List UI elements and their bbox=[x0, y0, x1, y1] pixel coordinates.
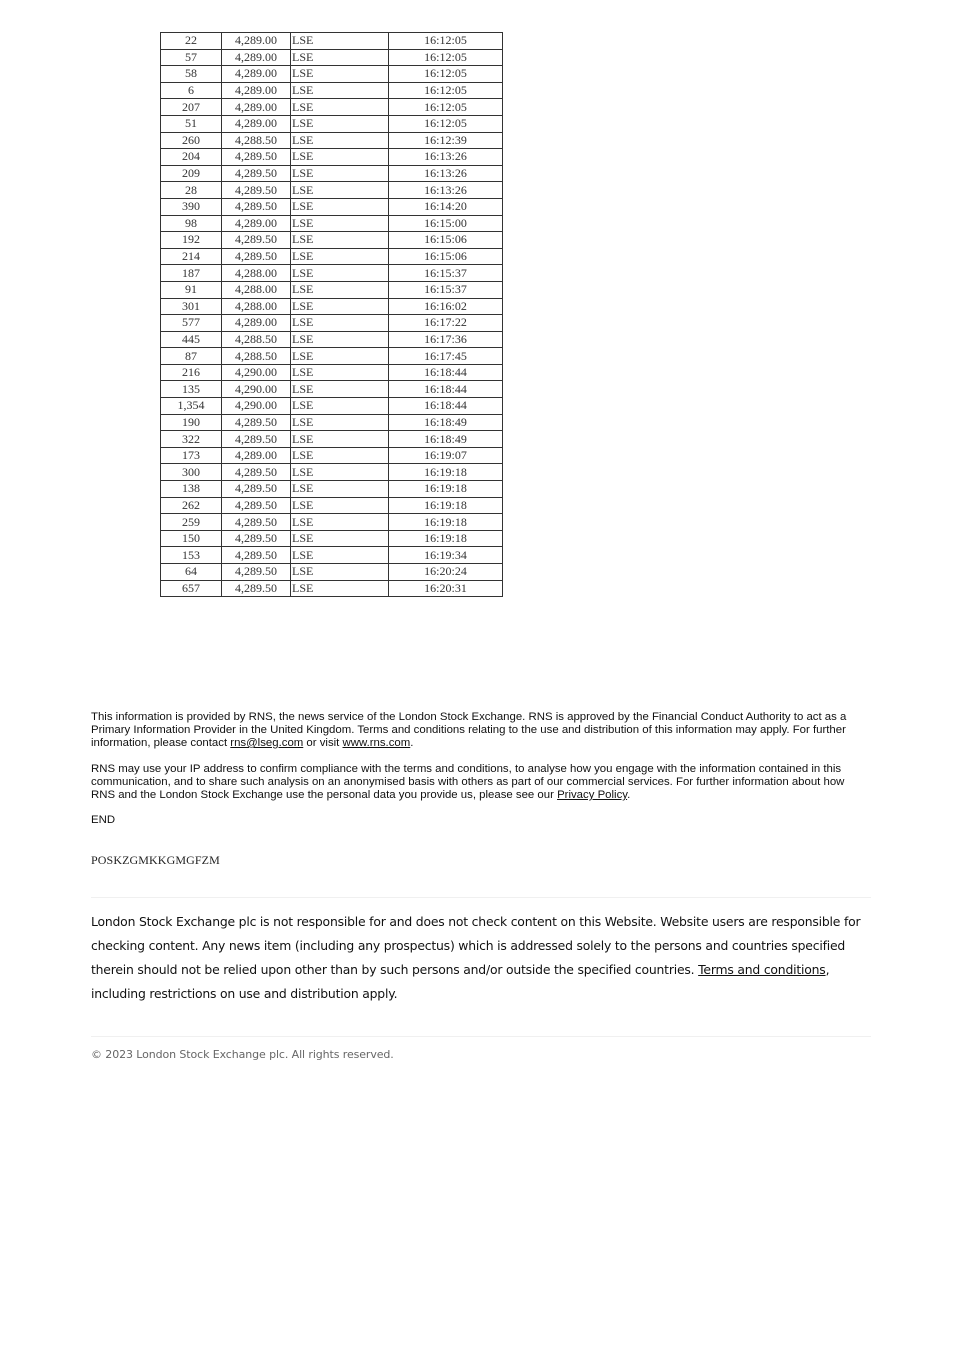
trade-volume-cell: 577 bbox=[161, 315, 222, 332]
trade-price-cell: 4,289.50 bbox=[222, 497, 291, 514]
trade-time-cell: 16:12:05 bbox=[389, 66, 503, 83]
lse-disclaimer-text: London Stock Exchange plc is not responsible for and does not check content on this Website. Website users are responsible for checking content. Any news item (including any prospectus) which is addressed solely to the persons and countries specified therein should not be relied upon other than by such persons and/or outside the specified countries. bbox=[91, 914, 861, 977]
trade-volume-cell: 6 bbox=[161, 82, 222, 99]
table-row bbox=[161, 564, 503, 581]
trade-venue-cell: LSE bbox=[291, 215, 389, 232]
trade-venue-cell: LSE bbox=[291, 381, 389, 398]
trade-volume-cell: 64 bbox=[161, 564, 222, 581]
trade-price-cell: 4,289.50 bbox=[222, 481, 291, 498]
trade-price-cell: 4,289.50 bbox=[222, 530, 291, 547]
table-row bbox=[161, 49, 503, 66]
table-row bbox=[161, 215, 503, 232]
trade-price-cell: 4,289.00 bbox=[222, 66, 291, 83]
trade-time-cell: 16:12:05 bbox=[389, 49, 503, 66]
table-row bbox=[161, 165, 503, 182]
trade-price-cell: 4,289.50 bbox=[222, 431, 291, 448]
rns-website-link[interactable]: www.rns.com bbox=[342, 737, 411, 749]
trade-time-cell: 16:12:05 bbox=[389, 115, 503, 132]
trade-time-cell: 16:12:05 bbox=[389, 33, 503, 50]
trade-time-cell: 16:18:44 bbox=[389, 364, 503, 381]
trade-time-cell: 16:15:06 bbox=[389, 232, 503, 249]
trade-price-cell: 4,288.00 bbox=[222, 265, 291, 282]
table-row bbox=[161, 580, 503, 597]
trade-time-cell: 16:19:18 bbox=[389, 497, 503, 514]
trade-volume-cell: 98 bbox=[161, 215, 222, 232]
trade-time-cell: 16:18:44 bbox=[389, 381, 503, 398]
trade-time-cell: 16:13:26 bbox=[389, 182, 503, 199]
trade-volume-cell: 190 bbox=[161, 414, 222, 431]
trade-time-cell: 16:18:44 bbox=[389, 398, 503, 415]
trade-venue-cell: LSE bbox=[291, 298, 389, 315]
trade-time-cell: 16:14:20 bbox=[389, 198, 503, 215]
trade-volume-cell: 135 bbox=[161, 381, 222, 398]
trade-price-cell: 4,289.50 bbox=[222, 514, 291, 531]
trade-price-cell: 4,289.50 bbox=[222, 149, 291, 166]
trade-volume-cell: 28 bbox=[161, 182, 222, 199]
trade-volume-cell: 204 bbox=[161, 149, 222, 166]
trade-venue-cell: LSE bbox=[291, 149, 389, 166]
table-row bbox=[161, 530, 503, 547]
trade-time-cell: 16:19:18 bbox=[389, 530, 503, 547]
trade-venue-cell: LSE bbox=[291, 530, 389, 547]
trade-volume-cell: 187 bbox=[161, 265, 222, 282]
terms-and-conditions-link[interactable]: Terms and conditions bbox=[698, 962, 826, 977]
trade-venue-cell: LSE bbox=[291, 115, 389, 132]
trade-venue-cell: LSE bbox=[291, 331, 389, 348]
trade-volume-cell: 259 bbox=[161, 514, 222, 531]
trade-venue-cell: LSE bbox=[291, 315, 389, 332]
trade-venue-cell: LSE bbox=[291, 232, 389, 249]
trade-venue-cell: LSE bbox=[291, 66, 389, 83]
table-row bbox=[161, 481, 503, 498]
trade-volume-cell: 150 bbox=[161, 530, 222, 547]
trade-price-cell: 4,290.00 bbox=[222, 381, 291, 398]
trade-time-cell: 16:19:18 bbox=[389, 514, 503, 531]
trade-time-cell: 16:19:34 bbox=[389, 547, 503, 564]
trade-price-cell: 4,289.00 bbox=[222, 215, 291, 232]
privacy-text-end: . bbox=[627, 789, 631, 801]
trade-volume-cell: 390 bbox=[161, 198, 222, 215]
trade-time-cell: 16:13:26 bbox=[389, 149, 503, 166]
trade-price-cell: 4,289.50 bbox=[222, 547, 291, 564]
trade-price-cell: 4,289.00 bbox=[222, 115, 291, 132]
trade-venue-cell: LSE bbox=[291, 481, 389, 498]
trade-venue-cell: LSE bbox=[291, 198, 389, 215]
table-row bbox=[161, 82, 503, 99]
trade-time-cell: 16:18:49 bbox=[389, 414, 503, 431]
table-row bbox=[161, 464, 503, 481]
trade-time-cell: 16:19:07 bbox=[389, 447, 503, 464]
end-label: END bbox=[91, 814, 116, 826]
trade-time-cell: 16:15:00 bbox=[389, 215, 503, 232]
trade-price-cell: 4,289.50 bbox=[222, 248, 291, 265]
table-row bbox=[161, 348, 503, 365]
trade-venue-cell: LSE bbox=[291, 364, 389, 381]
table-row bbox=[161, 315, 503, 332]
table-row bbox=[161, 232, 503, 249]
trade-time-cell: 16:17:36 bbox=[389, 331, 503, 348]
trade-venue-cell: LSE bbox=[291, 414, 389, 431]
trade-venue-cell: LSE bbox=[291, 464, 389, 481]
trade-volume-cell: 87 bbox=[161, 348, 222, 365]
trade-venue-cell: LSE bbox=[291, 580, 389, 597]
trade-volume-cell: 57 bbox=[161, 49, 222, 66]
trade-venue-cell: LSE bbox=[291, 547, 389, 564]
trade-volume-cell: 322 bbox=[161, 431, 222, 448]
copyright-text: © 2023 London Stock Exchange plc. All rights reserved. bbox=[91, 1048, 394, 1061]
privacy-policy-link[interactable]: Privacy Policy bbox=[557, 789, 628, 801]
trade-venue-cell: LSE bbox=[291, 447, 389, 464]
trade-price-cell: 4,290.00 bbox=[222, 364, 291, 381]
trade-venue-cell: LSE bbox=[291, 497, 389, 514]
trade-volume-cell: 192 bbox=[161, 232, 222, 249]
trade-venue-cell: LSE bbox=[291, 165, 389, 182]
trade-price-cell: 4,289.00 bbox=[222, 447, 291, 464]
trade-volume-cell: 300 bbox=[161, 464, 222, 481]
trade-time-cell: 16:20:24 bbox=[389, 564, 503, 581]
lse-disclaimer-text-end: , including restrictions on use and distribution apply. bbox=[91, 962, 830, 1001]
table-row bbox=[161, 198, 503, 215]
trade-price-cell: 4,289.00 bbox=[222, 82, 291, 99]
trade-venue-cell: LSE bbox=[291, 265, 389, 282]
trade-volume-cell: 58 bbox=[161, 66, 222, 83]
trade-volume-cell: 22 bbox=[161, 33, 222, 50]
table-row bbox=[161, 497, 503, 514]
trade-time-cell: 16:13:26 bbox=[389, 165, 503, 182]
table-row bbox=[161, 398, 503, 415]
rns-info-text-between: or visit bbox=[303, 737, 343, 749]
divider bbox=[91, 1036, 871, 1037]
trade-venue-cell: LSE bbox=[291, 281, 389, 298]
trade-venue-cell: LSE bbox=[291, 182, 389, 199]
trade-price-cell: 4,288.50 bbox=[222, 132, 291, 149]
trade-venue-cell: LSE bbox=[291, 514, 389, 531]
trade-price-cell: 4,290.00 bbox=[222, 398, 291, 415]
trade-volume-cell: 445 bbox=[161, 331, 222, 348]
trade-venue-cell: LSE bbox=[291, 398, 389, 415]
trade-volume-cell: 260 bbox=[161, 132, 222, 149]
trade-venue-cell: LSE bbox=[291, 99, 389, 116]
trade-venue-cell: LSE bbox=[291, 348, 389, 365]
trade-volume-cell: 262 bbox=[161, 497, 222, 514]
trade-time-cell: 16:15:37 bbox=[389, 281, 503, 298]
trade-price-cell: 4,288.00 bbox=[222, 298, 291, 315]
table-row bbox=[161, 447, 503, 464]
trade-price-cell: 4,289.50 bbox=[222, 165, 291, 182]
trade-volume-cell: 209 bbox=[161, 165, 222, 182]
trade-volume-cell: 51 bbox=[161, 115, 222, 132]
lse-disclaimer-paragraph bbox=[91, 910, 867, 1006]
table-row bbox=[161, 414, 503, 431]
trade-time-cell: 16:15:37 bbox=[389, 265, 503, 282]
trade-volume-cell: 207 bbox=[161, 99, 222, 116]
trade-time-cell: 16:20:31 bbox=[389, 580, 503, 597]
trade-price-cell: 4,289.00 bbox=[222, 33, 291, 50]
table-row bbox=[161, 364, 503, 381]
table-row bbox=[161, 331, 503, 348]
trade-price-cell: 4,288.50 bbox=[222, 331, 291, 348]
trade-volume-cell: 216 bbox=[161, 364, 222, 381]
trade-price-cell: 4,289.50 bbox=[222, 580, 291, 597]
privacy-paragraph bbox=[91, 763, 861, 802]
trade-time-cell: 16:16:02 bbox=[389, 298, 503, 315]
trade-volume-cell: 138 bbox=[161, 481, 222, 498]
trade-venue-cell: LSE bbox=[291, 49, 389, 66]
trade-time-cell: 16:12:05 bbox=[389, 82, 503, 99]
table-row bbox=[161, 33, 503, 50]
table-row bbox=[161, 66, 503, 83]
trade-volume-cell: 301 bbox=[161, 298, 222, 315]
trade-price-cell: 4,289.50 bbox=[222, 232, 291, 249]
trade-volume-cell: 1,354 bbox=[161, 398, 222, 415]
trade-price-cell: 4,289.50 bbox=[222, 464, 291, 481]
table-row bbox=[161, 547, 503, 564]
trade-time-cell: 16:12:39 bbox=[389, 132, 503, 149]
divider bbox=[91, 897, 871, 898]
trade-venue-cell: LSE bbox=[291, 248, 389, 265]
trade-table-body bbox=[161, 33, 503, 597]
trade-volume-cell: 91 bbox=[161, 281, 222, 298]
trade-price-cell: 4,289.50 bbox=[222, 564, 291, 581]
rns-email-link[interactable]: rns@lseg.com bbox=[230, 737, 304, 749]
table-row bbox=[161, 99, 503, 116]
rns-info-text-end: . bbox=[410, 737, 414, 749]
privacy-text: RNS may use your IP address to confirm compliance with the terms and conditions, to analyse how you engage with the information contained in this communication, and to share such analysis on an anonymised basis with others as part of our commercial services. For further information about how RNS and the London Stock Exchange use the personal data you provide us, please see our bbox=[91, 763, 845, 801]
table-row bbox=[161, 431, 503, 448]
table-row bbox=[161, 381, 503, 398]
trade-time-cell: 16:19:18 bbox=[389, 464, 503, 481]
trade-volume-cell: 153 bbox=[161, 547, 222, 564]
trade-price-cell: 4,288.50 bbox=[222, 348, 291, 365]
announcement-code: POSKZGMKKGMGFZM bbox=[91, 853, 220, 867]
table-row bbox=[161, 298, 503, 315]
trade-table bbox=[160, 32, 503, 597]
table-row bbox=[161, 115, 503, 132]
table-row bbox=[161, 514, 503, 531]
trade-venue-cell: LSE bbox=[291, 564, 389, 581]
trade-price-cell: 4,289.50 bbox=[222, 198, 291, 215]
trade-time-cell: 16:18:49 bbox=[389, 431, 503, 448]
trade-time-cell: 16:15:06 bbox=[389, 248, 503, 265]
trade-venue-cell: LSE bbox=[291, 431, 389, 448]
trade-time-cell: 16:17:22 bbox=[389, 315, 503, 332]
rns-info-text: This information is provided by RNS, the news service of the London Stock Exchange. RNS is approved by the Financial Conduct Authority to act as a Primary Information Provider in the United Kingdom. Terms and conditions relating to the use and distribution of this information may apply. For further information, please contact bbox=[91, 711, 847, 749]
rns-info-paragraph bbox=[91, 711, 861, 750]
table-row bbox=[161, 248, 503, 265]
trade-price-cell: 4,289.00 bbox=[222, 49, 291, 66]
table-row bbox=[161, 281, 503, 298]
trade-price-cell: 4,289.00 bbox=[222, 99, 291, 116]
trade-time-cell: 16:19:18 bbox=[389, 481, 503, 498]
trade-volume-cell: 173 bbox=[161, 447, 222, 464]
trade-venue-cell: LSE bbox=[291, 33, 389, 50]
trade-price-cell: 4,289.00 bbox=[222, 315, 291, 332]
trade-price-cell: 4,289.50 bbox=[222, 182, 291, 199]
table-row bbox=[161, 265, 503, 282]
trade-venue-cell: LSE bbox=[291, 132, 389, 149]
trade-price-cell: 4,288.00 bbox=[222, 281, 291, 298]
table-row bbox=[161, 182, 503, 199]
table-row bbox=[161, 132, 503, 149]
trade-time-cell: 16:12:05 bbox=[389, 99, 503, 116]
trade-venue-cell: LSE bbox=[291, 82, 389, 99]
table-row bbox=[161, 149, 503, 166]
trade-time-cell: 16:17:45 bbox=[389, 348, 503, 365]
trade-volume-cell: 657 bbox=[161, 580, 222, 597]
trade-price-cell: 4,289.50 bbox=[222, 414, 291, 431]
trade-volume-cell: 214 bbox=[161, 248, 222, 265]
